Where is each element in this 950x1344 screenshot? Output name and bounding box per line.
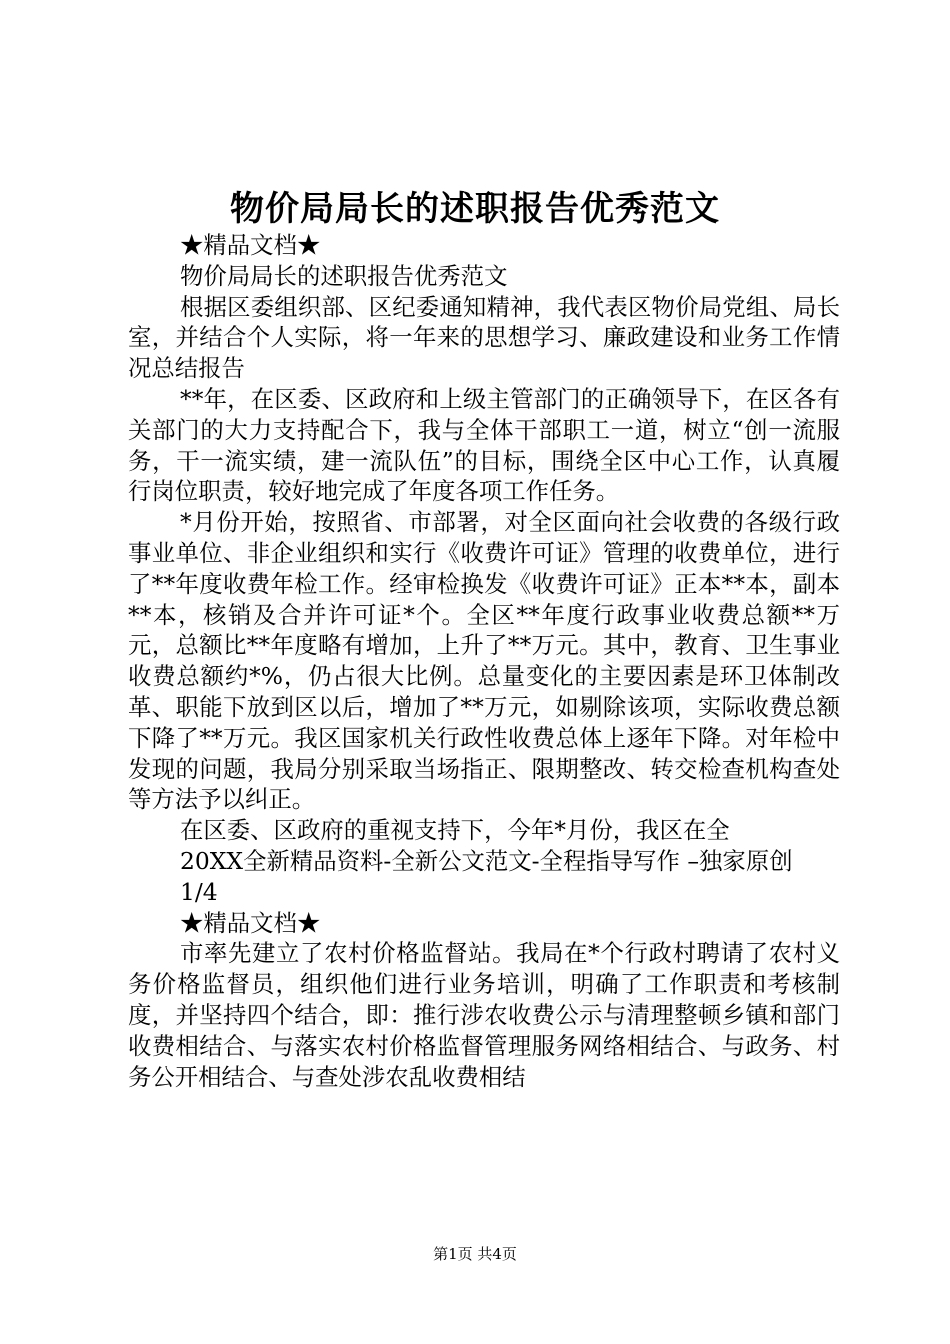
paragraph-intro: 根据区委组织部、区纪委通知精神，我代表区物价局党组、局长室，并结合个人实际，将一年来的思想学习、廉政建设和业务工作情况总结报告	[128, 292, 840, 383]
paragraph-annual-inspection: *月份开始，按照省、市部署，对全区面向社会收费的各级行政事业单位、非企业组织和实行《收费许可证》管理的收费单位，进行了**年度收费年检工作。经审检换发《收费许可证》正本**本，副本**本，核销及合并许可证*个。全区**年度行政事业收费总额**万元，总额比**年度略有增加，上升了**万元。其中，教育、卫生事业收费总额约*%，仍占很大比例。总量变化的主要因素是环卫体制改革、职能下放到区以后，增加了**万元，如剔除该项，实际收费总额下降了**万元。我区国家机关行政性收费总体上逐年下降。对年检中发现的问题，我局分别采取当场指正、限期整改、转交检查机构查处等方法予以纠正。	[128, 508, 840, 814]
page-footer: 第1页 共4页	[433, 1245, 517, 1263]
paragraph-header-mark-2: ★精品文档★	[180, 908, 321, 937]
paragraph-subtitle: 物价局局长的述职报告优秀范文	[180, 261, 508, 290]
paragraph-rural-supervision: 市率先建立了农村价格监督站。我局在*个行政村聘请了农村义务价格监督员，组织他们进行业务培训，明确了工作职责和考核制度，并坚持四个结合，即：推行涉农收费公示与清理整顿乡镇和部门收费相结合、与落实农村价格监督管理服务网络相结合、与政务、村务公开相结合、与查处涉农乱收费相结	[128, 939, 840, 1091]
document-title: 物价局局长的述职报告优秀范文	[230, 189, 720, 229]
paragraph-rural-supervision-start: 在区委、区政府的重视支持下，今年*月份，我区在全	[180, 816, 730, 845]
document-body	[128, 230, 840, 1092]
paragraph-promo-line: 20XX全新精品资料-全新公文范文-全程指导写作 –独家原创	[180, 846, 793, 875]
paragraph-page-fraction: 1/4	[180, 877, 218, 906]
paragraph-header-mark: ★精品文档★	[180, 231, 321, 259]
paragraph-summary: **年，在区委、区政府和上级主管部门的正确领导下，在区各有关部门的大力支持配合下，我与全体干部职工一道，树立“创一流服务，干一流实绩，建一流队伍”的目标，围绕全区中心工作，认真履行岗位职责，较好地完成了年度各项工作任务。	[128, 384, 840, 506]
